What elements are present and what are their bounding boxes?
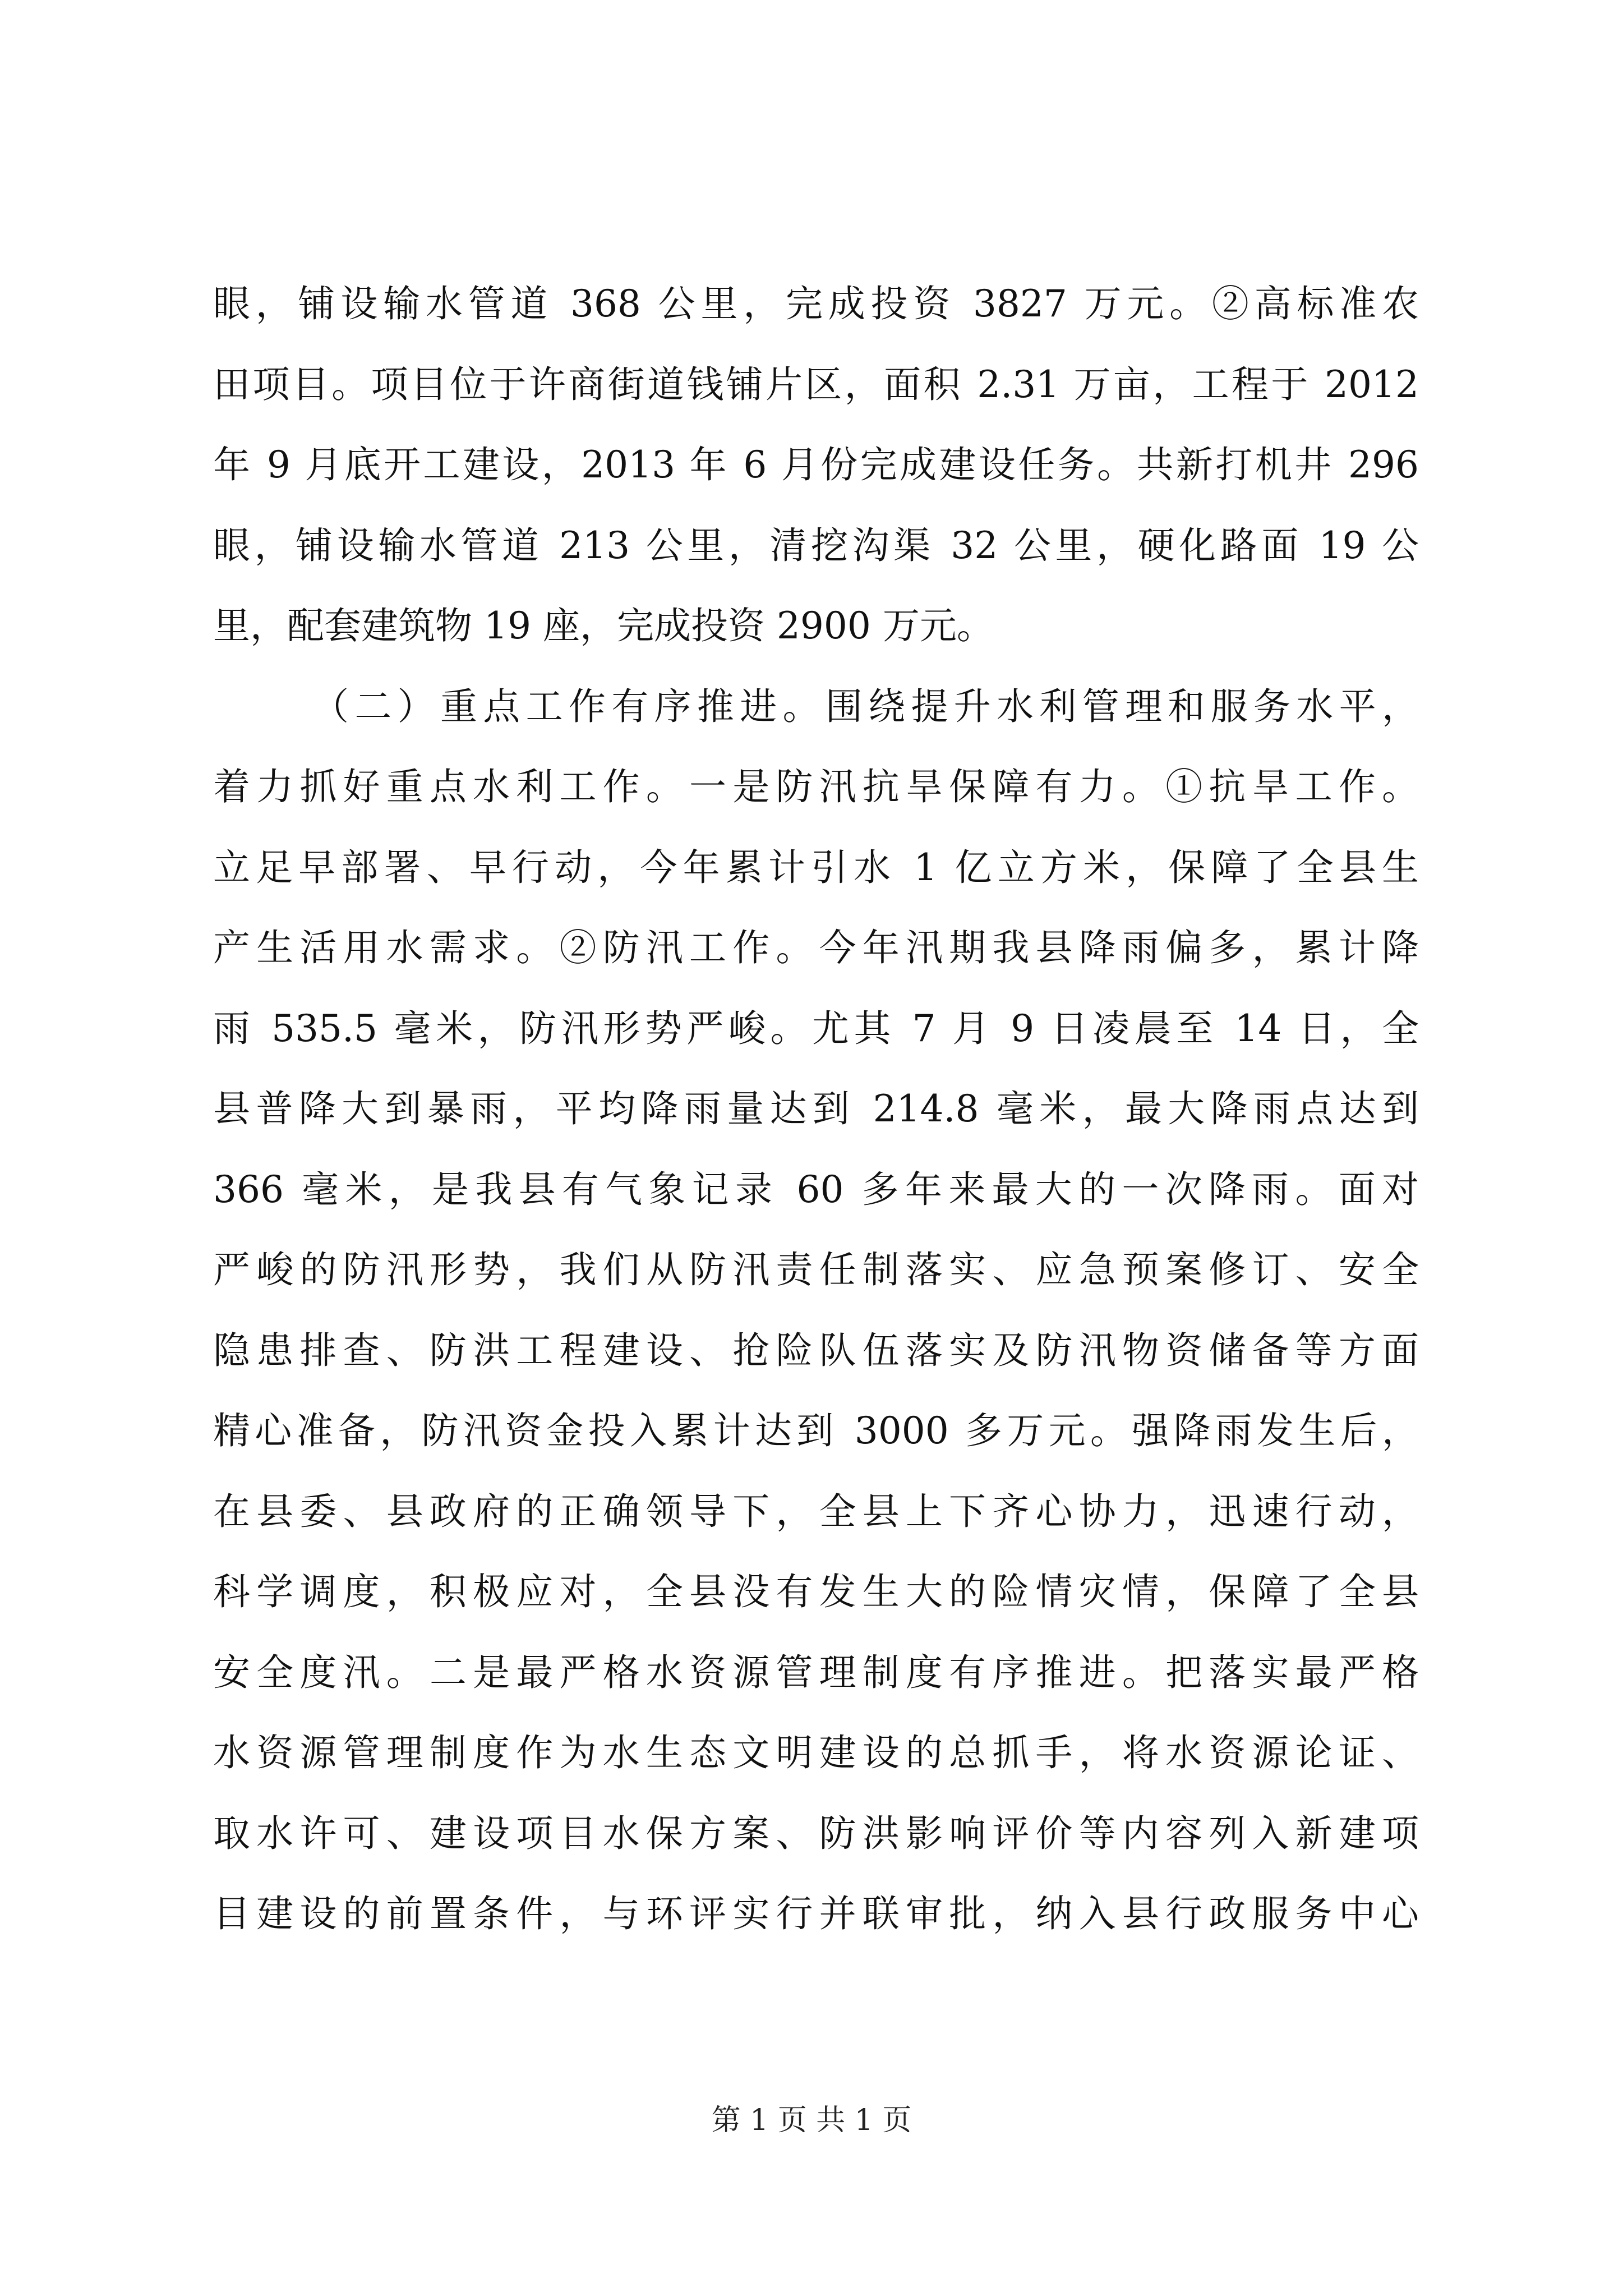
page-footer: 第 1 页 共 1 页 (711, 2104, 912, 2137)
text-line: 精心准备，防汛资金投入累计达到 3000 多万元。强降雨发生后， (213, 1409, 1419, 1452)
text-line: 里，配套建筑物 19 座，完成投资 2900 万元。 (213, 604, 994, 647)
text-line: 在县委、县政府的正确领导下，全县上下齐心协力，迅速行动， (213, 1489, 1419, 1533)
text-line: 取水许可、建设项目水保方案、防洪影响评价等内容列入新建项 (213, 1811, 1419, 1855)
text-line: 眼，铺设输水管道 368 公里，完成投资 3827 万元。②高标准农 (213, 282, 1419, 325)
text-line: 366 毫米，是我县有气象记录 60 多年来最大的一次降雨。面对 (213, 1167, 1419, 1211)
text-line: 严峻的防汛形势，我们从防汛责任制落实、应急预案修订、安全 (213, 1248, 1419, 1291)
text-line: 县普降大到暴雨，平均降雨量达到 214.8 毫米，最大降雨点达到 (213, 1087, 1419, 1130)
text-line: 科学调度，积极应对，全县没有发生大的险情灾情，保障了全县 (213, 1570, 1419, 1613)
text-line: 水资源管理制度作为水生态文明建设的总抓手，将水资源论证、 (213, 1731, 1419, 1774)
text-line: 立足早部署、早行动，今年累计引水 1 亿立方米，保障了全县生 (213, 845, 1419, 889)
text-line: 田项目。项目位于许商街道钱铺片区，面积 2.31 万亩，工程于 2012 (213, 362, 1419, 406)
document-body (213, 264, 1419, 1954)
text-line: 雨 535.5 毫米，防汛形势严峻。尤其 7 月 9 日凌晨至 14 日，全 (213, 1006, 1419, 1050)
text-line: 眼，铺设输水管道 213 公里，清挖沟渠 32 公里，硬化路面 19 公 (213, 523, 1419, 567)
text-line: 着力抓好重点水利工作。一是防汛抗旱保障有力。①抗旱工作。 (213, 765, 1419, 808)
text-line: 年 9 月底开工建设，2013 年 6 月份完成建设任务。共新打机井 296 (213, 443, 1419, 486)
text-line: 目建设的前置条件，与环评实行并联审批，纳入县行政服务中心 (213, 1892, 1419, 1935)
paragraph-start-line: （二）重点工作有序推进。围绕提升水利管理和服务水平， (312, 684, 1419, 728)
text-line: 隐患排查、防洪工程建设、抢险队伍落实及防汛物资储备等方面 (213, 1328, 1419, 1372)
text-line: 安全度汛。二是最严格水资源管理制度有序推进。把落实最严格 (213, 1650, 1419, 1694)
text-line: 产生活用水需求。②防汛工作。今年汛期我县降雨偏多，累计降 (213, 926, 1419, 969)
